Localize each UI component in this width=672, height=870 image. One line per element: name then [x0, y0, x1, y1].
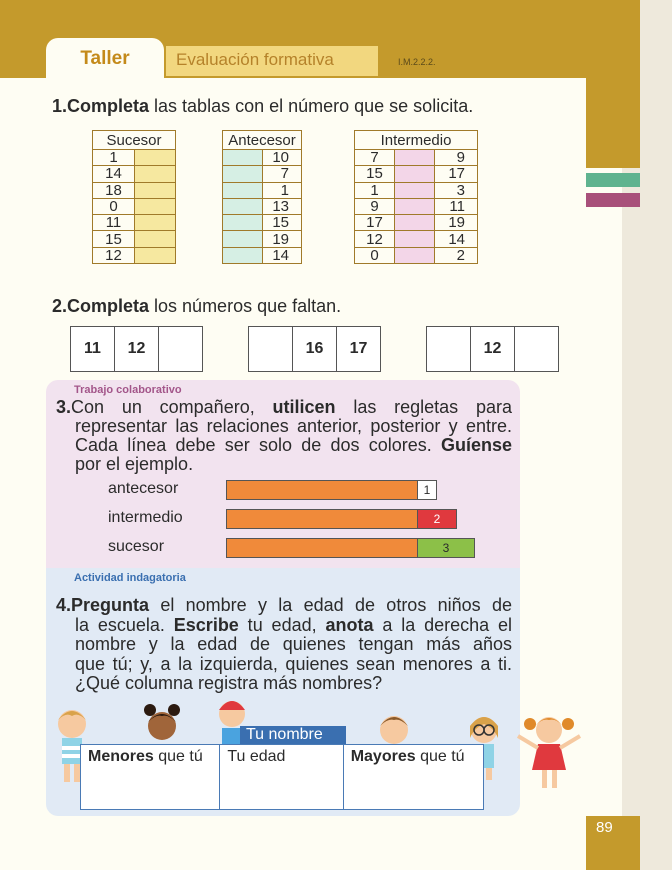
answer-cell[interactable] — [135, 182, 176, 198]
given-number: 13 — [263, 198, 302, 214]
sucesor-row — [93, 215, 176, 231]
intermedio-row — [355, 150, 478, 166]
sequence-blank[interactable] — [158, 326, 203, 372]
answer-cell[interactable] — [223, 150, 263, 166]
given-number: 19 — [263, 231, 302, 247]
answer-cell[interactable] — [135, 150, 176, 166]
answer-cell[interactable] — [135, 198, 176, 214]
sucesor-row — [93, 231, 176, 247]
sequence-box: 17 — [336, 326, 381, 372]
given-number: 15 — [263, 215, 302, 231]
rod-end-2: 2 — [417, 509, 457, 529]
younger-column[interactable] — [81, 745, 220, 809]
older-column[interactable] — [344, 745, 483, 809]
answer-cell[interactable] — [395, 215, 435, 231]
your-age-header: Tu edad — [227, 748, 286, 765]
q4-text: tu edad, — [238, 614, 326, 635]
answer-cell[interactable] — [223, 182, 263, 198]
antecesor-row — [223, 231, 302, 247]
answer-cell[interactable] — [395, 166, 435, 182]
older-header: Mayores — [350, 748, 416, 765]
your-name-label: Tu nombre — [240, 726, 346, 746]
antecesor-table — [222, 130, 302, 264]
given-number: 17 — [435, 166, 478, 182]
given-number: 17 — [355, 215, 395, 231]
older-header-rest: que tú — [415, 748, 465, 765]
given-number: 10 — [263, 150, 302, 166]
q2-verb: Completa — [67, 296, 150, 316]
antecesor-row — [223, 215, 302, 231]
given-number: 1 — [93, 150, 135, 166]
child-illustration — [514, 708, 584, 794]
antecesor-row — [223, 247, 302, 263]
sequence-box: 12 — [470, 326, 515, 372]
q4-verb: anota — [325, 614, 374, 635]
inquiry-tag: Actividad indagatoria — [74, 572, 186, 584]
answer-cell[interactable] — [223, 198, 263, 214]
rod-end-3: 3 — [417, 538, 475, 558]
younger-header-rest: que tú — [153, 748, 203, 765]
answer-cell[interactable] — [135, 247, 176, 263]
taller-tab: Taller — [46, 38, 164, 78]
intermedio-row — [355, 198, 478, 214]
q3-text: Cada línea debe ser solo de dos colores. — [75, 435, 441, 455]
q4-text: que tú; y, a la izquierda, quienes sean menores a ti. — [75, 653, 512, 674]
sequence-group-1 — [70, 326, 202, 372]
q4-number: 4. — [56, 595, 72, 615]
answer-cell[interactable] — [135, 215, 176, 231]
antecesor-title: Antecesor — [223, 131, 302, 150]
rod-end-1: 1 — [417, 480, 437, 500]
answer-cell[interactable] — [395, 182, 435, 198]
pink-tab-marker — [586, 193, 640, 207]
your-age-column[interactable] — [220, 745, 343, 809]
sequence-blank[interactable] — [248, 326, 293, 372]
given-number: 12 — [355, 231, 395, 247]
q1-text: las tablas con el número que se solicita. — [149, 96, 474, 116]
sequence-group-2 — [248, 326, 380, 372]
rod-bar — [226, 509, 418, 529]
question-2 — [52, 296, 341, 317]
intermedio-title: Intermedio — [355, 131, 478, 150]
bar-label-intermedio: intermedio — [108, 509, 183, 526]
answer-cell[interactable] — [395, 198, 435, 214]
page-number: 89 — [586, 816, 640, 870]
rod-bar — [226, 480, 418, 500]
sequence-box: 12 — [114, 326, 159, 372]
sequence-blank[interactable] — [426, 326, 471, 372]
sucesor-row — [93, 198, 176, 214]
given-number: 15 — [93, 231, 135, 247]
given-number: 15 — [355, 166, 395, 182]
q3-text: representar las relaciones anterior, posterior y entre. — [75, 416, 512, 436]
q4-text: la escuela. — [75, 614, 174, 635]
intermedio-row — [355, 166, 478, 182]
child-illustration — [138, 702, 186, 746]
q3-verb: utilicen — [272, 397, 336, 417]
given-number: 0 — [93, 198, 135, 214]
sucesor-row — [93, 182, 176, 198]
given-number: 3 — [435, 182, 478, 198]
given-number: 2 — [435, 247, 478, 263]
sequence-blank[interactable] — [514, 326, 559, 372]
sucesor-row — [93, 150, 176, 166]
sequence-group-3 — [426, 326, 558, 372]
q4-text: nombre y la edad de quienes tengan más años — [75, 634, 512, 655]
intermedio-row — [355, 231, 478, 247]
collaborative-tag: Trabajo colaborativo — [74, 384, 182, 396]
q3-number: 3. — [56, 397, 72, 417]
q4-verb: Escribe — [173, 614, 239, 635]
answer-cell[interactable] — [135, 231, 176, 247]
sequence-box: 11 — [70, 326, 115, 372]
q3-verb: Guíense — [440, 435, 512, 455]
intermedio-row — [355, 215, 478, 231]
sucesor-table — [92, 130, 176, 264]
given-number: 11 — [93, 215, 135, 231]
green-tab-marker — [586, 173, 640, 187]
intermedio-row — [355, 182, 478, 198]
q3-text: Con un compañero, — [71, 397, 273, 417]
antecesor-row — [223, 182, 302, 198]
question-4 — [56, 596, 512, 694]
given-number: 9 — [435, 150, 478, 166]
intermedio-row — [355, 247, 478, 263]
rod-bar — [226, 538, 418, 558]
q3-text: las regletas para — [335, 397, 512, 417]
answer-cell[interactable] — [395, 150, 435, 166]
answer-cell[interactable] — [223, 166, 263, 182]
antecesor-row — [223, 150, 302, 166]
antecesor-row — [223, 198, 302, 214]
sucesor-row — [93, 247, 176, 263]
q2-text: los números que faltan. — [149, 296, 342, 316]
sucesor-row — [93, 166, 176, 182]
answer-cell[interactable] — [135, 166, 176, 182]
given-number: 14 — [435, 231, 478, 247]
side-band — [586, 0, 640, 168]
answer-cell[interactable] — [395, 231, 435, 247]
answer-cell[interactable] — [223, 231, 263, 247]
given-number: 7 — [355, 150, 395, 166]
given-number: 14 — [263, 247, 302, 263]
given-number: 1 — [263, 182, 302, 198]
question-3 — [56, 398, 512, 474]
antecesor-row — [223, 166, 302, 182]
given-number: 1 — [355, 182, 395, 198]
given-number: 19 — [435, 215, 478, 231]
younger-header: Menores — [88, 748, 154, 765]
answer-cell[interactable] — [223, 247, 263, 263]
bar-label-antecesor: antecesor — [108, 480, 179, 497]
section-label: Evaluación formativa — [166, 46, 378, 76]
given-number: 0 — [355, 247, 395, 263]
question-1 — [52, 96, 473, 117]
bar-label-sucesor: sucesor — [108, 538, 165, 555]
given-number: 7 — [263, 166, 302, 182]
sequence-box: 16 — [292, 326, 337, 372]
q4-verb: Pregunta — [71, 595, 150, 615]
q1-verb: Completa — [67, 96, 150, 116]
given-number: 12 — [93, 247, 135, 263]
sucesor-title: Sucesor — [93, 131, 176, 150]
given-number: 9 — [355, 198, 395, 214]
answer-cell[interactable] — [223, 215, 263, 231]
q2-number: 2. — [52, 296, 68, 316]
answer-cell[interactable] — [395, 247, 435, 263]
age-records-table — [80, 744, 484, 810]
q1-number: 1. — [52, 96, 68, 116]
q4-text: ¿Qué columna registra más nombres? — [75, 673, 383, 694]
q4-text: a la derecha el — [373, 614, 512, 635]
skill-code: I.M.2.2.2. — [398, 57, 436, 67]
given-number: 14 — [93, 166, 135, 182]
given-number: 18 — [93, 182, 135, 198]
q3-text: por el ejemplo. — [75, 454, 194, 474]
q4-text: el nombre y la edad de otros niños de — [149, 595, 512, 615]
given-number: 11 — [435, 198, 478, 214]
intermedio-table — [354, 130, 478, 264]
